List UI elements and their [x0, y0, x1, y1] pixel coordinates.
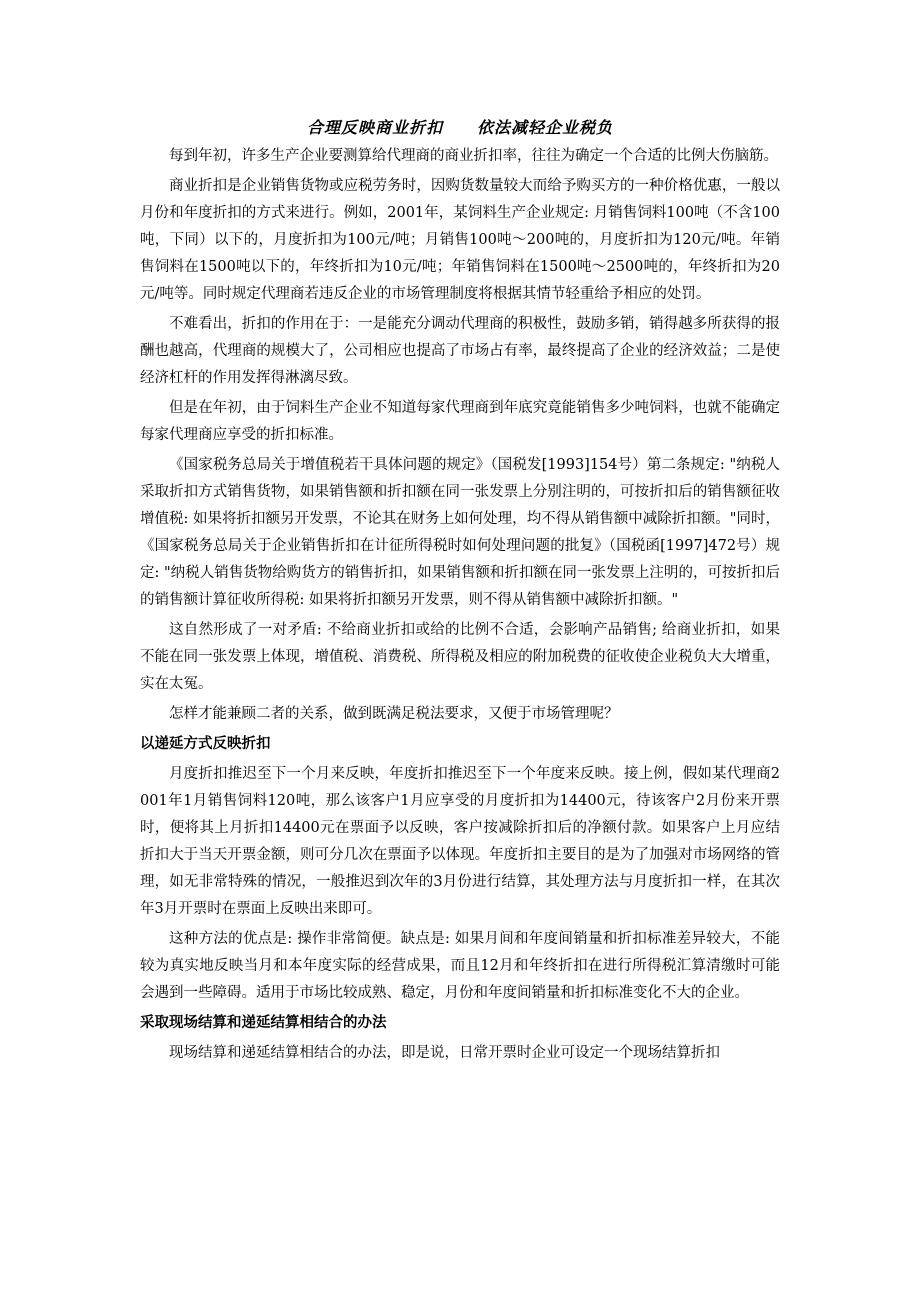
paragraph: 每到年初，许多生产企业要测算给代理商的商业折扣率，往往为确定一个合适的比例大伤脑筋。 [169, 148, 778, 164]
document-title: 合理反映商业折扣 依法减轻企业税负 [306, 118, 613, 137]
paragraph: 怎样才能兼顾二者的关系，做到既满足税法要求，又便于市场管理呢？ [169, 706, 619, 722]
section-heading: 以递延方式反映折扣 [140, 736, 271, 752]
document-page [140, 114, 780, 1070]
section-heading: 采取现场结算和递延结算相结合的办法 [140, 1015, 387, 1031]
paragraph: 这自然形成了一对矛盾: 不给商业折扣或给的比例不合适，会影响产品销售; 给商业折扣，如果不能在同一张发票上体现，增值税、消费税、所得税及相应的附加税费的征收使企业税负大大增重，实在太冤。 [140, 622, 780, 692]
paragraph: 这种方法的优点是: 操作非常简便。缺点是: 如果月间和年度间销量和折扣标准差异较大，不能较为真实地反映当月和本年度实际的经营成果，而且12月和年终折扣在进行所得税汇算清缴时可能会遇到一些障碍。适用于市场比较成熟、稳定，月份和年度间销量和折扣标准变化不大的企业。 [140, 931, 780, 1001]
paragraph: 商业折扣是企业销售货物或应税劳务时，因购货数量较大而给予购买方的一种价格优惠，一般以月份和年度折扣的方式来进行。例如，2001年，某饲料生产企业规定: 月销售饲料100吨（不含100吨，下同）以下的，月度折扣为100元/吨；月销售100吨～200吨的，月度折扣为120元/吨。年销售饲料在1500吨以下的，年终折扣为10元/吨；年销售饲料在1500吨～2500吨的，年终折扣为20元/吨等。同时规定代理商若违反企业的市场管理制度将根据其情节轻重给予相应的处罚。 [140, 178, 780, 302]
paragraph: 不难看出，折扣的作用在于：一是能充分调动代理商的积极性，鼓励多销，销得越多所获得的报酬也越高，代理商的规模大了，公司相应也提高了市场占有率，最终提高了企业的经济效益；二是使经济杠杆的作用发挥得淋漓尽致。 [140, 316, 780, 386]
paragraph: 但是在年初，由于饲料生产企业不知道每家代理商到年底究竟能销售多少吨饲料，也就不能确定每家代理商应享受的折扣标准。 [140, 400, 780, 443]
paragraph: 现场结算和递延结算相结合的办法，即是说，日常开票时企业可设定一个现场结算折扣 [169, 1045, 720, 1061]
paragraph: 月度折扣推迟至下一个月来反映，年度折扣推迟至下一个年度来反映。接上例，假如某代理商2001年1月销售饲料120吨，那么该客户1月应享受的月度折扣为14400元，待该客户2月份来开票时，便将其上月折扣14400元在票面予以反映，客户按减除折扣后的净额付款。如果客户上月应结折扣大于当天开票金额，则可分几次在票面予以体现。年度折扣主要目的是为了加强对市场网络的管理，如无非常特殊的情况，一般推迟到次年的3月份进行结算，其处理方法与月度折扣一样，在其次年3月开票时在票面上反映出来即可。 [140, 766, 780, 917]
paragraph: 《国家税务总局关于增值税若干具体问题的规定》（国税发[1993]154号）第二条规定: "纳税人采取折扣方式销售货物，如果销售额和折扣额在同一张发票上分别注明的，可按折扣后的销售额征收增值税: 如果将折扣额另开发票，不论其在财务上如何处理，均不得从销售额中减除折扣额。"同时，《国家税务总局关于企业销售折扣在计征所得税时如何处理问题的批复》（国税函[1997]472号）规定: "纳税人销售货物给购货方的销售折扣，如果销售额和折扣额在同一张发票上注明的，可按折扣后的销售额计算征收所得税: 如果将折扣额另开发票，则不得从销售额中减除折扣额。" [140, 457, 780, 608]
